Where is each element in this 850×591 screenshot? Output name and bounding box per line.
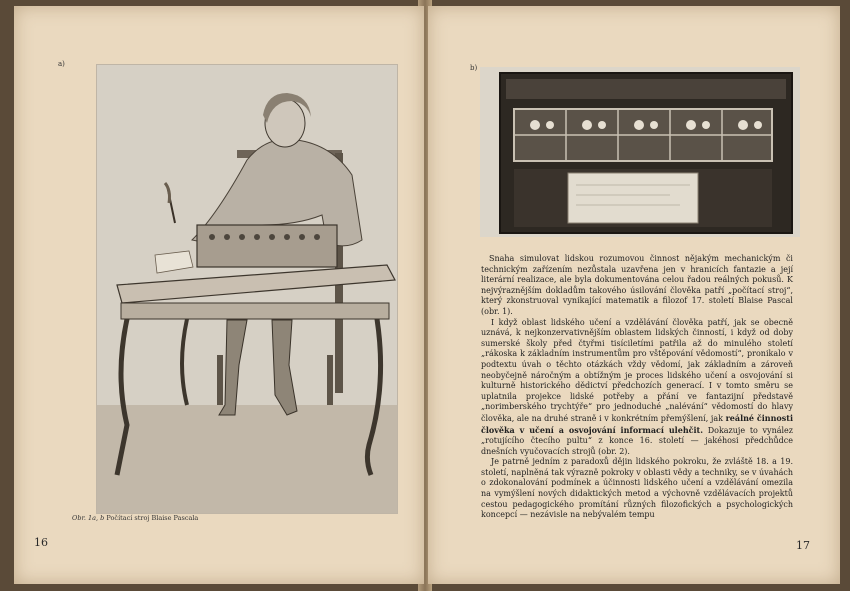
paragraph-2-bold-phrase: reálné činnosti člověka v učení a osvojování informací ulehčit. bbox=[481, 412, 793, 435]
paragraph-2-text-after: Dokazuje to vynález „rotujícího čtecího pultu“ z konce 16. století — jakéhosi předchůdce dnešních vyučovacích strojů (obr. 2). bbox=[481, 425, 794, 456]
paragraph-2-text-before: I když oblast lidského učení a vzdělávání člověka patří, jak se obecně uznává, k nejkonzervativnějším oblastem lidských činností, i když od doby sumerské školy před čtyřmi tisíciletími patřila až do minulého století „rákoska k základním instrumentům pro vštěpování vědomostí“, pronikalo v podtextu úvah o těchto otázkách vždy vědomí, jak základním a zároveň neobyčejně náročným a obtížným je proces lidského učení a osvojování si kulturně historického dědictví předchozích generací. I v tomto směru se uplatnila projekce lidské potřeby a přání ve fantazijní představě „norimberského trychtýře“ pro jednoduché „nalévání“ vědomostí do hlavy člověka, ale na druhé straně i v konkrétním přemýšlení, jak bbox=[481, 317, 793, 423]
calculator-photo-svg bbox=[480, 67, 800, 237]
paragraph-2 bbox=[481, 318, 793, 458]
pascal-calculator-photo bbox=[480, 67, 800, 237]
paragraph-3: Je patrně jedním z paradoxů dějin lidského pokroku, že zvláště 18. a 19. století, naplněná tak výrazně pokroky v oblasti vědy a techniky, se v úvahách o zdokonalování podmínek a účinnosti lidského učení a vzdělávání omezila na vymýšlení nových didaktických metod a výchovně vzdělávacích projektů cestou pedagogického promítání různých filozofických a psychologických koncepcí — nezávisle na nebývalém tempu bbox=[481, 457, 793, 520]
page-number-right: 17 bbox=[796, 539, 810, 552]
left-page bbox=[14, 6, 424, 584]
body-text bbox=[481, 254, 793, 521]
paragraph-1: Snaha simulovat lidskou rozumovou činnost nějakým mechanickým či technickým zařízením nezůstala uzavřena jen v hranicích fantazie a její literární realizace, ale byla dokumentována celou řadou reálných pokusů. K nejvýraznějším dokladům takového úsilování člověka patří „počítací stroj“, který zkonstruoval vynikající matematik a filozof 17. století Blaise Pascal (obr. 1). bbox=[481, 254, 793, 316]
figure-caption bbox=[72, 514, 198, 522]
caption-text: Počítací stroj Blaise Pascala bbox=[106, 514, 199, 522]
figure-label-a: a) bbox=[58, 60, 65, 68]
pascal-engraving-svg bbox=[97, 65, 397, 513]
caption-prefix: Obr. 1a, b bbox=[72, 514, 105, 522]
figure-label-b: b) bbox=[470, 64, 478, 72]
page-number-left: 16 bbox=[34, 536, 48, 549]
pascal-portrait-illustration bbox=[96, 64, 398, 514]
